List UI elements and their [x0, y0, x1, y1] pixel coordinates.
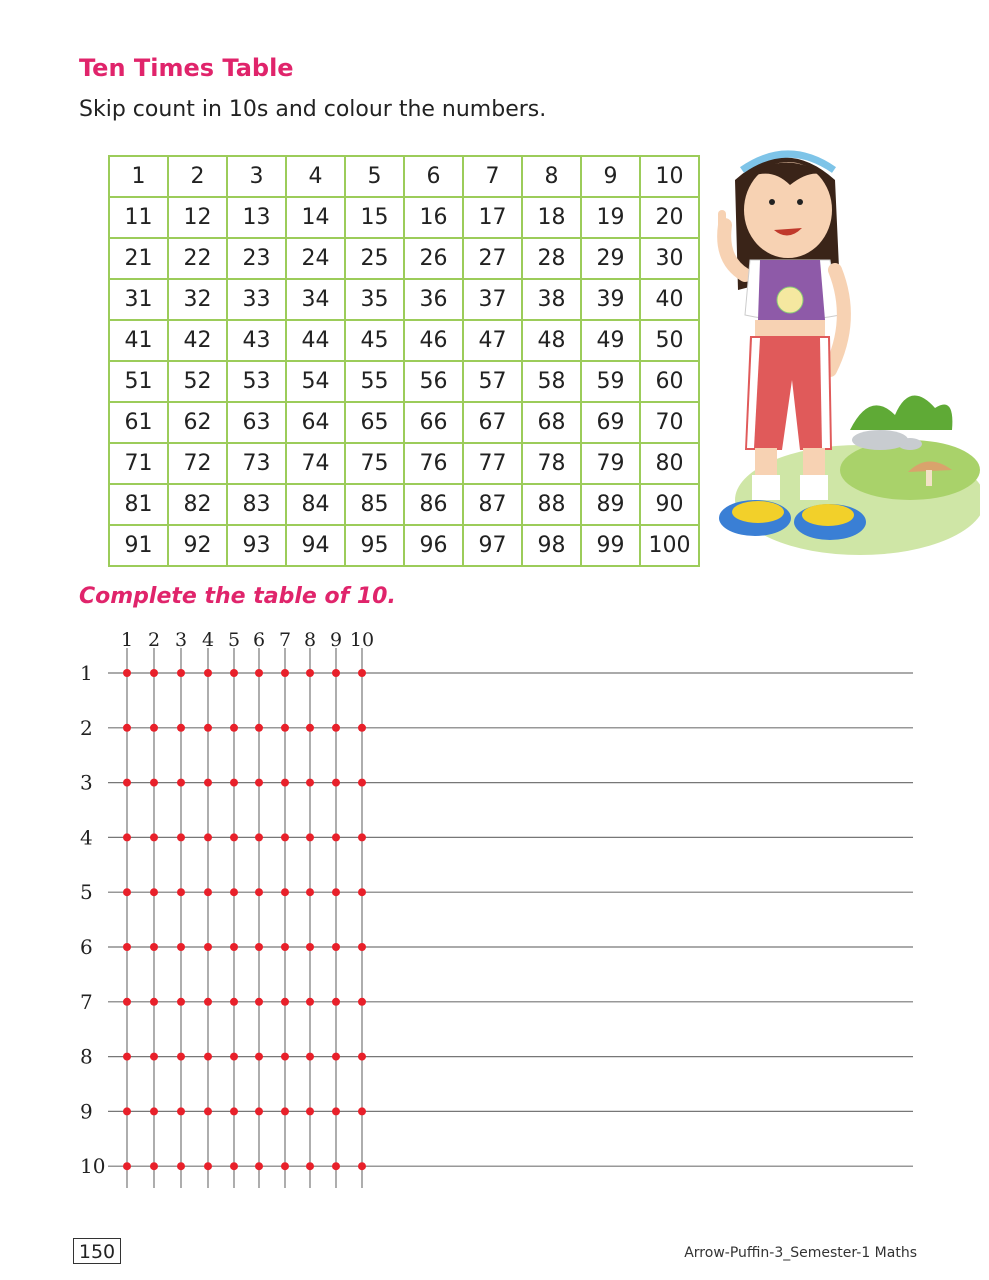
chart-cell[interactable]: 30 — [640, 238, 699, 279]
grid-dot[interactable] — [332, 724, 340, 732]
grid-dot[interactable] — [177, 998, 185, 1006]
grid-dot[interactable] — [332, 779, 340, 787]
grid-dot[interactable] — [306, 1162, 314, 1170]
grid-dot[interactable] — [123, 779, 131, 787]
chart-cell[interactable]: 40 — [640, 279, 699, 320]
row-label: 4 — [80, 825, 93, 850]
column-label: 6 — [252, 629, 266, 651]
chart-cell[interactable]: 54 — [286, 361, 345, 402]
chart-cell[interactable]: 41 — [109, 320, 168, 361]
chart-cell[interactable]: 13 — [227, 197, 286, 238]
column-label: 4 — [201, 629, 215, 651]
page-number: 150 — [73, 1238, 121, 1264]
chart-cell[interactable]: 19 — [581, 197, 640, 238]
chart-cell[interactable]: 58 — [522, 361, 581, 402]
row-label: 5 — [80, 880, 93, 905]
chart-cell[interactable]: 67 — [463, 402, 522, 443]
chart-cell[interactable]: 29 — [581, 238, 640, 279]
chart-cell[interactable]: 10 — [640, 156, 699, 197]
column-label: 8 — [303, 629, 317, 651]
chart-cell[interactable]: 86 — [404, 484, 463, 525]
hundred-chart — [108, 155, 700, 567]
chart-cell[interactable]: 12 — [168, 197, 227, 238]
chart-cell[interactable]: 21 — [109, 238, 168, 279]
grid-dot[interactable] — [255, 724, 263, 732]
grid-dot[interactable] — [281, 1053, 289, 1061]
chart-cell[interactable]: 72 — [168, 443, 227, 484]
grid-dot[interactable] — [204, 1162, 212, 1170]
chart-cell[interactable]: 1 — [109, 156, 168, 197]
row-label: 7 — [80, 989, 93, 1014]
grid-dot[interactable] — [204, 833, 212, 841]
chart-cell[interactable]: 81 — [109, 484, 168, 525]
grid-dot[interactable] — [255, 779, 263, 787]
grid-dot[interactable] — [230, 1107, 238, 1115]
grid-dot[interactable] — [230, 833, 238, 841]
grid-dot[interactable] — [123, 943, 131, 951]
chart-cell[interactable]: 71 — [109, 443, 168, 484]
page-title: Ten Times Table — [79, 54, 294, 82]
chart-cell[interactable]: 5 — [345, 156, 404, 197]
grid-dot[interactable] — [332, 998, 340, 1006]
grid-dot[interactable] — [281, 724, 289, 732]
grid-dot[interactable] — [332, 1162, 340, 1170]
grid-dot[interactable] — [150, 779, 158, 787]
chart-cell[interactable]: 89 — [581, 484, 640, 525]
chart-row — [109, 402, 699, 443]
chart-cell[interactable]: 52 — [168, 361, 227, 402]
grid-dot[interactable] — [150, 943, 158, 951]
chart-cell[interactable]: 95 — [345, 525, 404, 566]
row-label: 9 — [80, 1099, 93, 1124]
chart-cell[interactable]: 68 — [522, 402, 581, 443]
chart-cell[interactable]: 70 — [640, 402, 699, 443]
chart-cell[interactable]: 56 — [404, 361, 463, 402]
grid-dot[interactable] — [306, 1107, 314, 1115]
chart-cell[interactable]: 7 — [463, 156, 522, 197]
grid-dot[interactable] — [230, 943, 238, 951]
instruction-text: Skip count in 10s and colour the numbers. — [79, 97, 547, 122]
grid-dot[interactable] — [177, 943, 185, 951]
grid-dot[interactable] — [281, 1162, 289, 1170]
chart-cell[interactable]: 100 — [640, 525, 699, 566]
chart-cell[interactable]: 46 — [404, 320, 463, 361]
grid-dot[interactable] — [332, 1107, 340, 1115]
chart-cell[interactable]: 17 — [463, 197, 522, 238]
chart-cell[interactable]: 33 — [227, 279, 286, 320]
row-label: 6 — [80, 935, 93, 959]
grid-dot[interactable] — [177, 833, 185, 841]
grid-dot[interactable] — [358, 998, 366, 1006]
chart-cell[interactable]: 28 — [522, 238, 581, 279]
grid-dot[interactable] — [150, 998, 158, 1006]
grid-dot[interactable] — [358, 1162, 366, 1170]
chart-row — [109, 156, 699, 197]
grid-dot[interactable] — [230, 724, 238, 732]
chart-row — [109, 279, 699, 320]
grid-dot[interactable] — [358, 724, 366, 732]
grid-dot[interactable] — [306, 779, 314, 787]
chart-cell[interactable]: 93 — [227, 525, 286, 566]
chart-cell[interactable]: 75 — [345, 443, 404, 484]
chart-cell[interactable]: 6 — [404, 156, 463, 197]
chart-cell[interactable]: 47 — [463, 320, 522, 361]
grid-dot[interactable] — [123, 724, 131, 732]
chart-cell[interactable]: 59 — [581, 361, 640, 402]
grid-dot[interactable] — [123, 888, 131, 896]
row-label: 3 — [80, 770, 93, 795]
row-label: 10 — [80, 1154, 106, 1179]
grid-dot[interactable] — [204, 998, 212, 1006]
grid-dot[interactable] — [177, 888, 185, 896]
grid-dot[interactable] — [281, 1107, 289, 1115]
row-label: 2 — [80, 715, 93, 740]
chart-cell[interactable]: 65 — [345, 402, 404, 443]
chart-cell[interactable]: 63 — [227, 402, 286, 443]
chart-row — [109, 361, 699, 402]
column-label: 5 — [227, 629, 241, 651]
chart-cell[interactable]: 22 — [168, 238, 227, 279]
chart-cell[interactable]: 39 — [581, 279, 640, 320]
chart-cell[interactable]: 25 — [345, 238, 404, 279]
chart-cell[interactable]: 2 — [168, 156, 227, 197]
chart-cell[interactable]: 97 — [463, 525, 522, 566]
exercise-subtitle: Complete the table of 10. — [79, 584, 396, 609]
column-label: 10 — [349, 629, 375, 651]
grid-dot[interactable] — [204, 669, 212, 677]
grid-dot[interactable] — [177, 779, 185, 787]
grid-dot[interactable] — [230, 1053, 238, 1061]
grid-dot[interactable] — [306, 669, 314, 677]
grid-dot[interactable] — [255, 1053, 263, 1061]
grid-dot[interactable] — [204, 779, 212, 787]
chart-cell[interactable]: 49 — [581, 320, 640, 361]
chart-cell[interactable]: 96 — [404, 525, 463, 566]
grid-dot[interactable] — [255, 1107, 263, 1115]
grid-dot[interactable] — [358, 779, 366, 787]
column-label: 1 — [120, 629, 134, 651]
chart-cell[interactable]: 36 — [404, 279, 463, 320]
chart-cell[interactable]: 15 — [345, 197, 404, 238]
grid-dot[interactable] — [177, 669, 185, 677]
chart-cell[interactable]: 74 — [286, 443, 345, 484]
grid-dot[interactable] — [150, 888, 158, 896]
chart-cell[interactable]: 4 — [286, 156, 345, 197]
grid-dot[interactable] — [204, 888, 212, 896]
grid-dot[interactable] — [358, 1053, 366, 1061]
chart-cell[interactable]: 60 — [640, 361, 699, 402]
chart-cell[interactable]: 79 — [581, 443, 640, 484]
chart-cell[interactable]: 61 — [109, 402, 168, 443]
grid-dot[interactable] — [358, 669, 366, 677]
chart-cell[interactable]: 92 — [168, 525, 227, 566]
grid-dot[interactable] — [255, 669, 263, 677]
chart-cell[interactable]: 66 — [404, 402, 463, 443]
grid-dot[interactable] — [177, 1107, 185, 1115]
chart-cell[interactable]: 57 — [463, 361, 522, 402]
grid-dot[interactable] — [358, 943, 366, 951]
chart-row — [109, 197, 699, 238]
chart-cell[interactable]: 94 — [286, 525, 345, 566]
grid-dot[interactable] — [281, 669, 289, 677]
grid-dot[interactable] — [358, 888, 366, 896]
grid-dot[interactable] — [255, 1162, 263, 1170]
book-footer: Arrow-Puffin-3_Semester-1 Maths — [684, 1245, 917, 1261]
chart-cell[interactable]: 23 — [227, 238, 286, 279]
chart-cell[interactable]: 3 — [227, 156, 286, 197]
chart-cell[interactable]: 69 — [581, 402, 640, 443]
chart-cell[interactable]: 24 — [286, 238, 345, 279]
grid-dot[interactable] — [204, 943, 212, 951]
grid-dot[interactable] — [332, 669, 340, 677]
chart-cell[interactable]: 16 — [404, 197, 463, 238]
chart-row — [109, 238, 699, 279]
chart-cell[interactable]: 32 — [168, 279, 227, 320]
chart-cell[interactable]: 98 — [522, 525, 581, 566]
column-label: 9 — [329, 629, 343, 651]
chart-cell[interactable]: 27 — [463, 238, 522, 279]
grid-dot[interactable] — [123, 1053, 131, 1061]
chart-cell[interactable]: 87 — [463, 484, 522, 525]
grid-dot[interactable] — [332, 943, 340, 951]
grid-dot[interactable] — [281, 833, 289, 841]
chart-cell[interactable]: 83 — [227, 484, 286, 525]
row-label: 8 — [80, 1044, 93, 1069]
grid-dot[interactable] — [123, 1107, 131, 1115]
chart-cell[interactable]: 11 — [109, 197, 168, 238]
chart-cell[interactable]: 91 — [109, 525, 168, 566]
girl-illustration — [700, 140, 980, 560]
grid-dot[interactable] — [150, 833, 158, 841]
chart-cell[interactable]: 53 — [227, 361, 286, 402]
grid-dot[interactable] — [281, 888, 289, 896]
grid-dot[interactable] — [123, 1162, 131, 1170]
grid-dot[interactable] — [306, 888, 314, 896]
grid-dot[interactable] — [150, 1053, 158, 1061]
column-label: 7 — [278, 629, 292, 651]
chart-cell[interactable]: 50 — [640, 320, 699, 361]
grid-dot[interactable] — [306, 943, 314, 951]
number-line-grid — [0, 620, 989, 1200]
chart-row — [109, 525, 699, 566]
grid-dot[interactable] — [255, 998, 263, 1006]
chart-cell[interactable]: 26 — [404, 238, 463, 279]
column-label: 2 — [147, 629, 161, 651]
chart-cell[interactable]: 44 — [286, 320, 345, 361]
grid-dot[interactable] — [281, 943, 289, 951]
chart-cell[interactable]: 31 — [109, 279, 168, 320]
chart-cell[interactable]: 20 — [640, 197, 699, 238]
grid-dot[interactable] — [358, 1107, 366, 1115]
grid-dot[interactable] — [177, 1162, 185, 1170]
chart-row — [109, 320, 699, 361]
grid-dot[interactable] — [281, 779, 289, 787]
chart-cell[interactable]: 18 — [522, 197, 581, 238]
chart-cell[interactable]: 42 — [168, 320, 227, 361]
grid-dot[interactable] — [230, 779, 238, 787]
grid-dot[interactable] — [204, 1107, 212, 1115]
chart-cell[interactable]: 37 — [463, 279, 522, 320]
grid-dot[interactable] — [150, 669, 158, 677]
chart-cell[interactable]: 45 — [345, 320, 404, 361]
chart-row — [109, 443, 699, 484]
chart-cell[interactable]: 84 — [286, 484, 345, 525]
chart-cell[interactable]: 90 — [640, 484, 699, 525]
grid-dot[interactable] — [358, 833, 366, 841]
grid-dot[interactable] — [123, 998, 131, 1006]
chart-cell[interactable]: 9 — [581, 156, 640, 197]
chart-cell[interactable]: 80 — [640, 443, 699, 484]
grid-dot[interactable] — [332, 888, 340, 896]
grid-dot[interactable] — [123, 669, 131, 677]
grid-dot[interactable] — [230, 998, 238, 1006]
chart-cell[interactable]: 82 — [168, 484, 227, 525]
grid-dot[interactable] — [332, 833, 340, 841]
chart-cell[interactable]: 34 — [286, 279, 345, 320]
grid-dot[interactable] — [230, 1162, 238, 1170]
chart-cell[interactable]: 14 — [286, 197, 345, 238]
grid-dot[interactable] — [150, 724, 158, 732]
chart-cell[interactable]: 64 — [286, 402, 345, 443]
grid-dot[interactable] — [306, 1053, 314, 1061]
grid-dot[interactable] — [306, 724, 314, 732]
chart-cell[interactable]: 88 — [522, 484, 581, 525]
chart-cell[interactable]: 76 — [404, 443, 463, 484]
grid-dot[interactable] — [255, 888, 263, 896]
chart-cell[interactable]: 51 — [109, 361, 168, 402]
chart-cell[interactable]: 38 — [522, 279, 581, 320]
grid-dot[interactable] — [150, 1162, 158, 1170]
chart-cell[interactable]: 8 — [522, 156, 581, 197]
chart-cell[interactable]: 99 — [581, 525, 640, 566]
grid-dot[interactable] — [255, 833, 263, 841]
chart-row — [109, 484, 699, 525]
row-label: 1 — [80, 661, 93, 685]
grid-dot[interactable] — [230, 669, 238, 677]
grid-dot[interactable] — [281, 998, 289, 1006]
grid-dot[interactable] — [177, 1053, 185, 1061]
chart-cell[interactable]: 77 — [463, 443, 522, 484]
grid-dot[interactable] — [177, 724, 185, 732]
chart-cell[interactable]: 55 — [345, 361, 404, 402]
chart-cell[interactable]: 35 — [345, 279, 404, 320]
grid-dot[interactable] — [204, 1053, 212, 1061]
chart-cell[interactable]: 62 — [168, 402, 227, 443]
grid-dot[interactable] — [150, 1107, 158, 1115]
grid-dot[interactable] — [306, 998, 314, 1006]
chart-cell[interactable]: 43 — [227, 320, 286, 361]
grid-dot[interactable] — [306, 833, 314, 841]
chart-cell[interactable]: 48 — [522, 320, 581, 361]
grid-dot[interactable] — [123, 833, 131, 841]
grid-dot[interactable] — [230, 888, 238, 896]
chart-cell[interactable]: 85 — [345, 484, 404, 525]
grid-dot[interactable] — [332, 1053, 340, 1061]
chart-cell[interactable]: 78 — [522, 443, 581, 484]
grid-dot[interactable] — [204, 724, 212, 732]
grid-dot[interactable] — [255, 943, 263, 951]
chart-cell[interactable]: 73 — [227, 443, 286, 484]
column-label: 3 — [174, 629, 188, 651]
